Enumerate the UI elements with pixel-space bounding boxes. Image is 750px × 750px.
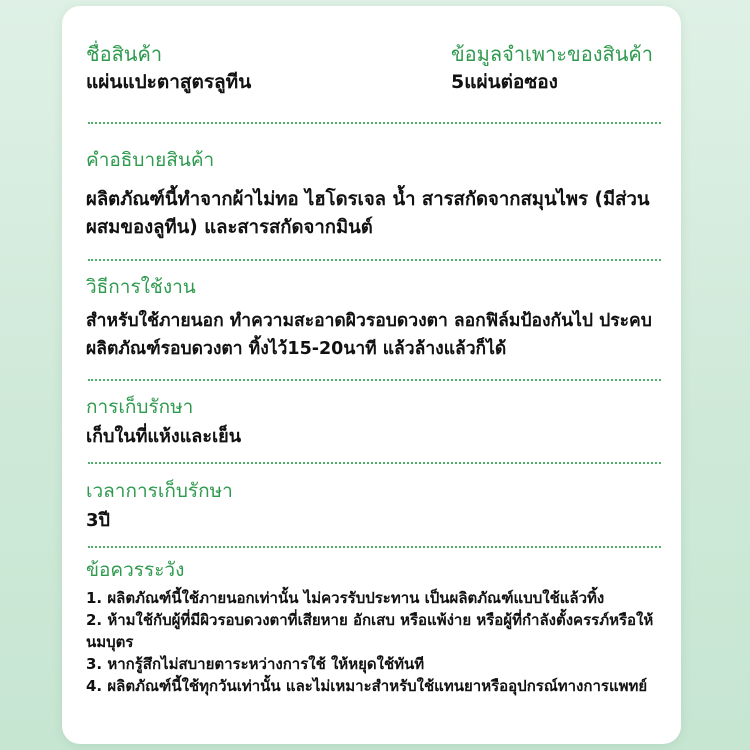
usage-label: วิธีการใช้งาน	[86, 276, 196, 298]
shelf-life-value: 3ปี	[86, 510, 110, 531]
spec-label: ข้อมูลจำเพาะของสินค้า	[450, 42, 653, 66]
usage-value: สำหรับใช้ภายนอก ทำความสะอาดผิวรอบดวงตา ลอกฟิล์มป้องกันไป ประคบผลิตภัณฑ์รอบดวงตา ทิ้งไว้15-20นาที แล้วล้างแล้วก็ได้	[86, 311, 652, 359]
caution-item: 3. หากรู้สึกไม่สบายตาระหว่างการใช้ ให้หยุดใช้ทันที	[86, 655, 425, 673]
spec-value: 5แผ่นต่อซอง	[450, 71, 558, 93]
cautions-label: ข้อควรระวัง	[86, 559, 185, 581]
shelf-life-label: เวลาการเก็บรักษา	[86, 480, 233, 502]
description-value: ผลิตภัณฑ์นี้ทำจากผ้าไม่ทอ ไฮโดรเจล น้ำ สารสกัดจากสมุนไพร (มีส่วนผสมของลูทีน) และสารสกัดจากมินต์	[86, 189, 650, 238]
description-block	[86, 124, 663, 242]
storage-label: การเก็บรักษา	[86, 396, 194, 418]
caution-item: 1. ผลิตภัณฑ์นี้ใช้ภายนอกเท่านั้น ไม่ควรรับประทาน เป็นผลิตภัณฑ์แบบใช้แล้วทิ้ง	[86, 589, 605, 607]
cautions-block	[86, 548, 663, 697]
caution-item: 4. ผลิตภัณฑ์นี้ใช้ทุกวันเท่านั้น และไม่เหมาะสำหรับใช้แทนยาหรืออุปกรณ์ทางการแพทย์	[86, 677, 648, 695]
product-name-block	[86, 41, 251, 96]
cautions-list	[86, 587, 663, 697]
shelf-life-block	[86, 464, 663, 534]
spec-block	[451, 41, 653, 96]
usage-block	[86, 261, 663, 363]
name-spec-row	[86, 6, 663, 96]
product-info-card	[62, 6, 681, 744]
description-label: คำอธิบายสินค้า	[86, 149, 215, 171]
product-name-value: แผ่นแปะตาสูตรลูทีน	[86, 71, 252, 93]
storage-value: เก็บในที่แห้งและเย็น	[86, 426, 241, 447]
caution-item: 2. ห้ามใช้กับผู้ที่มีผิวรอบดวงตาที่เสียหาย อักเสบ หรือแพ้ง่าย หรือผู้ที่กำลังตั้งครรภ์หรือให้นมบุตร	[86, 611, 654, 651]
storage-block	[86, 381, 663, 450]
product-name-label: ชื่อสินค้า	[86, 42, 163, 66]
